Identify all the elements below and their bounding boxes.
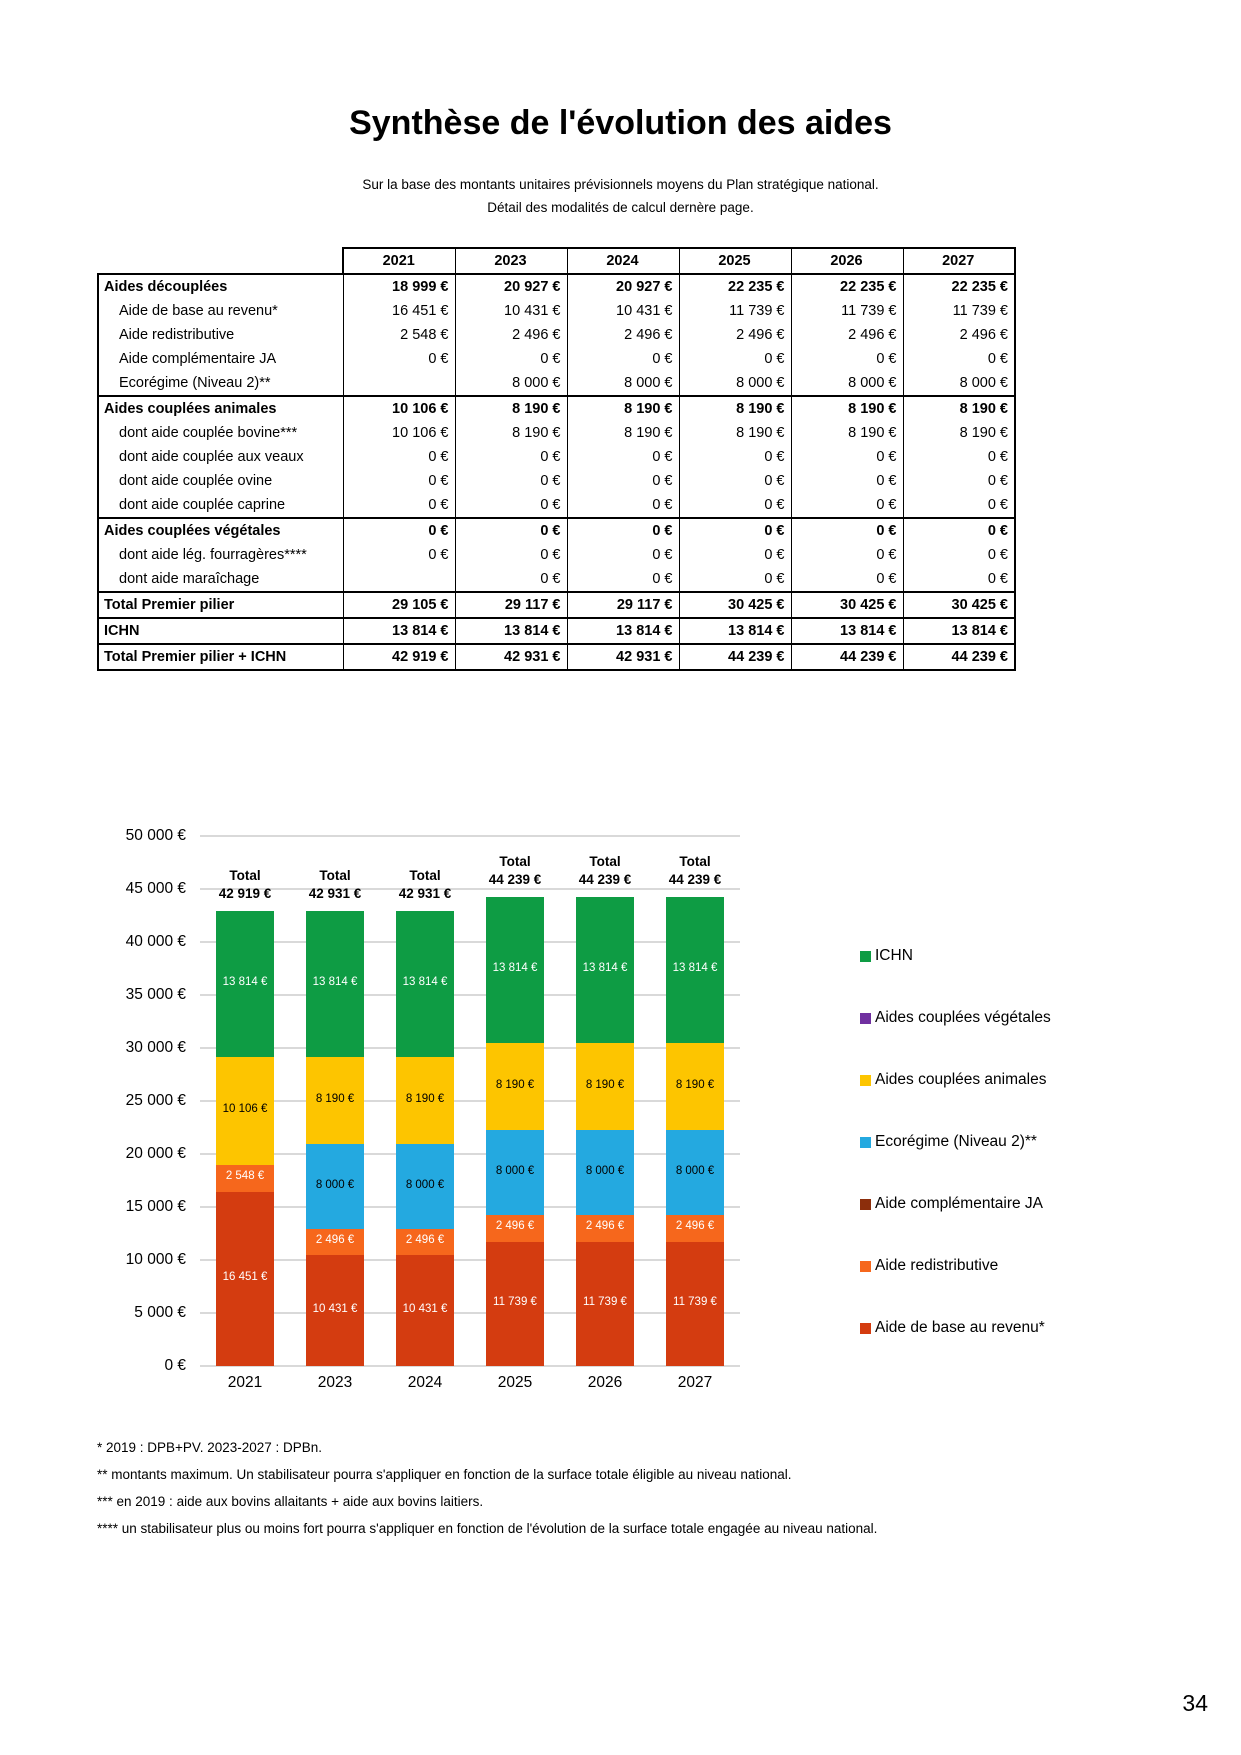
table-row bbox=[98, 299, 1015, 323]
table-row bbox=[98, 493, 1015, 518]
value-cell: 0 € bbox=[791, 445, 903, 469]
legend-label: Ecorégime (Niveau 2)** bbox=[875, 1133, 1037, 1150]
row-label-cell: dont aide lég. fourragères**** bbox=[98, 543, 343, 567]
segment-value-label: 10 431 € bbox=[402, 1302, 448, 1315]
aid-table bbox=[97, 247, 1016, 671]
value-cell: 0 € bbox=[343, 543, 455, 567]
table-row bbox=[98, 421, 1015, 445]
value-cell: 0 € bbox=[903, 567, 1015, 592]
value-cell: 11 739 € bbox=[791, 299, 903, 323]
y-axis-tick-label: 50 000 € bbox=[125, 827, 186, 844]
row-label-cell: ICHN bbox=[98, 618, 343, 644]
segment-value-label: 13 814 € bbox=[222, 976, 268, 989]
legend-swatch bbox=[860, 951, 871, 962]
value-cell: 0 € bbox=[455, 543, 567, 567]
table-row bbox=[98, 543, 1015, 567]
legend-swatch bbox=[860, 1013, 871, 1024]
segment-value-label: 8 190 € bbox=[315, 1092, 355, 1105]
row-label-cell: dont aide couplée bovine*** bbox=[98, 421, 343, 445]
row-label-cell: Total Premier pilier + ICHN bbox=[98, 644, 343, 670]
stacked-bar-chart bbox=[0, 820, 1241, 1400]
value-cell: 0 € bbox=[791, 493, 903, 518]
value-cell: 42 919 € bbox=[343, 644, 455, 670]
value-cell: 42 931 € bbox=[455, 644, 567, 670]
row-label-cell: dont aide couplée ovine bbox=[98, 469, 343, 493]
row-label-cell: Aides découplées bbox=[98, 274, 343, 299]
row-label-cell: Aide complémentaire JA bbox=[98, 347, 343, 371]
value-cell: 0 € bbox=[791, 543, 903, 567]
footnote-line: * 2019 : DPB+PV. 2023-2027 : DPBn. bbox=[97, 1440, 323, 1455]
value-cell: 0 € bbox=[455, 445, 567, 469]
value-cell bbox=[343, 371, 455, 396]
value-cell: 0 € bbox=[343, 469, 455, 493]
value-cell: 8 190 € bbox=[791, 421, 903, 445]
page-title: Synthèse de l'évolution des aides bbox=[349, 104, 892, 142]
value-cell: 20 927 € bbox=[567, 274, 679, 299]
row-label-cell: Aide de base au revenu* bbox=[98, 299, 343, 323]
gridline bbox=[200, 941, 740, 943]
value-cell: 8 190 € bbox=[567, 421, 679, 445]
segment-value-label: 13 814 € bbox=[582, 962, 628, 975]
legend-label: Aide complémentaire JA bbox=[875, 1195, 1043, 1212]
value-cell: 0 € bbox=[455, 347, 567, 371]
y-axis-tick-label: 5 000 € bbox=[134, 1304, 186, 1321]
row-label-cell: Aide redistributive bbox=[98, 323, 343, 347]
y-axis-tick-label: 45 000 € bbox=[125, 880, 186, 897]
table-row bbox=[98, 323, 1015, 347]
table-header-cell: 2027 bbox=[903, 248, 1015, 274]
table-row bbox=[98, 445, 1015, 469]
y-axis-tick-label: 20 000 € bbox=[125, 1145, 186, 1162]
segment-value-label: 2 496 € bbox=[315, 1234, 355, 1247]
table-row bbox=[98, 618, 1015, 644]
y-axis-tick-label: 30 000 € bbox=[125, 1039, 186, 1056]
value-cell: 0 € bbox=[903, 543, 1015, 567]
value-cell: 8 190 € bbox=[903, 396, 1015, 421]
value-cell: 8 190 € bbox=[679, 421, 791, 445]
gridline bbox=[200, 835, 740, 837]
gridline bbox=[200, 994, 740, 996]
segment-value-label: 13 814 € bbox=[402, 976, 448, 989]
row-label-cell: dont aide maraîchage bbox=[98, 567, 343, 592]
value-cell: 20 927 € bbox=[455, 274, 567, 299]
value-cell: 0 € bbox=[567, 543, 679, 567]
table-header-cell: 2025 bbox=[679, 248, 791, 274]
footnote-line: ** montants maximum. Un stabilisateur pourra s'appliquer en fonction de la surface totale éligible au niveau national. bbox=[97, 1467, 792, 1482]
value-cell: 0 € bbox=[791, 469, 903, 493]
segment-value-label: 2 496 € bbox=[675, 1220, 715, 1233]
value-cell: 8 000 € bbox=[567, 371, 679, 396]
y-axis-tick-label: 35 000 € bbox=[125, 986, 186, 1003]
legend-label: Aide redistributive bbox=[875, 1257, 999, 1274]
bar-total-label: Total 44 239 € bbox=[578, 854, 632, 888]
table-corner-cell bbox=[98, 248, 343, 274]
segment-value-label: 10 106 € bbox=[222, 1103, 268, 1116]
bar-total-label: Total 42 931 € bbox=[308, 867, 362, 901]
segment-value-label: 10 431 € bbox=[312, 1302, 358, 1315]
value-cell: 0 € bbox=[567, 445, 679, 469]
value-cell: 0 € bbox=[903, 469, 1015, 493]
bar-total-label: Total 44 239 € bbox=[668, 854, 722, 888]
segment-value-label: 2 548 € bbox=[225, 1170, 265, 1183]
segment-value-label: 8 000 € bbox=[585, 1164, 625, 1177]
bar-total-label: Total 42 919 € bbox=[218, 868, 272, 902]
page-subtitle-line1: Sur la base des montants unitaires prévisionnels moyens du Plan stratégique national. bbox=[362, 177, 879, 192]
value-cell: 0 € bbox=[679, 347, 791, 371]
value-cell: 0 € bbox=[679, 518, 791, 543]
value-cell: 0 € bbox=[343, 518, 455, 543]
footnote-line: *** en 2019 : aide aux bovins allaitants + aide aux bovins laitiers. bbox=[97, 1494, 484, 1509]
value-cell: 13 814 € bbox=[343, 618, 455, 644]
x-axis-category-label: 2021 bbox=[227, 1374, 263, 1391]
value-cell: 0 € bbox=[903, 347, 1015, 371]
value-cell: 0 € bbox=[343, 445, 455, 469]
value-cell: 44 239 € bbox=[903, 644, 1015, 670]
value-cell: 0 € bbox=[567, 347, 679, 371]
value-cell: 30 425 € bbox=[903, 592, 1015, 618]
segment-value-label: 13 814 € bbox=[492, 962, 538, 975]
value-cell: 16 451 € bbox=[343, 299, 455, 323]
value-cell: 10 431 € bbox=[567, 299, 679, 323]
x-axis-category-label: 2024 bbox=[407, 1374, 443, 1391]
legend-swatch bbox=[860, 1261, 871, 1272]
legend-item bbox=[860, 1195, 1190, 1217]
value-cell: 8 190 € bbox=[679, 396, 791, 421]
value-cell: 2 496 € bbox=[455, 323, 567, 347]
legend-label: ICHN bbox=[875, 947, 913, 964]
value-cell: 8 000 € bbox=[679, 371, 791, 396]
value-cell: 0 € bbox=[567, 567, 679, 592]
row-label-cell: Total Premier pilier bbox=[98, 592, 343, 618]
legend-label: Aides couplées végétales bbox=[875, 1009, 1051, 1026]
y-axis-tick-label: 0 € bbox=[164, 1357, 186, 1374]
value-cell: 0 € bbox=[455, 493, 567, 518]
value-cell: 13 814 € bbox=[567, 618, 679, 644]
legend-item bbox=[860, 1133, 1190, 1155]
segment-value-label: 8 190 € bbox=[675, 1078, 715, 1091]
value-cell: 8 190 € bbox=[455, 396, 567, 421]
legend-swatch bbox=[860, 1323, 871, 1334]
value-cell: 44 239 € bbox=[791, 644, 903, 670]
value-cell: 0 € bbox=[455, 518, 567, 543]
value-cell: 8 190 € bbox=[903, 421, 1015, 445]
table-row bbox=[98, 347, 1015, 371]
gridline bbox=[200, 1259, 740, 1261]
table-header-row bbox=[98, 248, 1015, 274]
value-cell: 44 239 € bbox=[679, 644, 791, 670]
table-row bbox=[98, 396, 1015, 421]
table-row bbox=[98, 644, 1015, 670]
value-cell: 0 € bbox=[679, 543, 791, 567]
legend-swatch bbox=[860, 1137, 871, 1148]
value-cell: 30 425 € bbox=[679, 592, 791, 618]
x-axis-category-label: 2026 bbox=[587, 1374, 623, 1391]
table-row bbox=[98, 371, 1015, 396]
value-cell: 0 € bbox=[455, 469, 567, 493]
value-cell: 0 € bbox=[679, 469, 791, 493]
value-cell: 18 999 € bbox=[343, 274, 455, 299]
value-cell: 10 431 € bbox=[455, 299, 567, 323]
legend-item bbox=[860, 1319, 1190, 1341]
table-header-cell: 2023 bbox=[455, 248, 567, 274]
value-cell: 2 496 € bbox=[567, 323, 679, 347]
value-cell: 2 496 € bbox=[679, 323, 791, 347]
page-subtitle-line2: Détail des modalités de calcul dernère page. bbox=[487, 200, 754, 215]
segment-value-label: 2 496 € bbox=[585, 1220, 625, 1233]
value-cell: 22 235 € bbox=[791, 274, 903, 299]
value-cell: 42 931 € bbox=[567, 644, 679, 670]
legend-label: Aide de base au revenu* bbox=[875, 1319, 1045, 1336]
segment-value-label: 13 814 € bbox=[312, 976, 358, 989]
x-axis-category-label: 2023 bbox=[317, 1374, 353, 1391]
legend-item bbox=[860, 1009, 1190, 1031]
legend-label: Aides couplées animales bbox=[875, 1071, 1047, 1088]
value-cell: 8 190 € bbox=[791, 396, 903, 421]
y-axis-tick-label: 25 000 € bbox=[125, 1092, 186, 1109]
value-cell: 30 425 € bbox=[791, 592, 903, 618]
segment-value-label: 8 000 € bbox=[315, 1178, 355, 1191]
value-cell: 0 € bbox=[791, 518, 903, 543]
value-cell: 0 € bbox=[791, 347, 903, 371]
y-axis-tick-label: 10 000 € bbox=[125, 1251, 186, 1268]
legend-item bbox=[860, 1257, 1190, 1279]
value-cell: 13 814 € bbox=[791, 618, 903, 644]
value-cell: 29 117 € bbox=[455, 592, 567, 618]
value-cell: 0 € bbox=[903, 445, 1015, 469]
value-cell: 8 190 € bbox=[455, 421, 567, 445]
y-axis-tick-label: 40 000 € bbox=[125, 933, 186, 950]
x-axis-category-label: 2027 bbox=[677, 1374, 713, 1391]
segment-value-label: 8 000 € bbox=[405, 1178, 445, 1191]
value-cell: 8 000 € bbox=[903, 371, 1015, 396]
table-row bbox=[98, 518, 1015, 543]
table-header-cell: 2021 bbox=[343, 248, 455, 274]
value-cell: 29 117 € bbox=[567, 592, 679, 618]
y-axis-tick-label: 15 000 € bbox=[125, 1198, 186, 1215]
table-header-cell: 2024 bbox=[567, 248, 679, 274]
value-cell: 0 € bbox=[343, 493, 455, 518]
value-cell: 10 106 € bbox=[343, 421, 455, 445]
legend-swatch bbox=[860, 1199, 871, 1210]
table-row bbox=[98, 274, 1015, 299]
value-cell: 2 548 € bbox=[343, 323, 455, 347]
segment-value-label: 8 190 € bbox=[405, 1092, 445, 1105]
value-cell: 22 235 € bbox=[679, 274, 791, 299]
table-row bbox=[98, 469, 1015, 493]
bar-total-label: Total 44 239 € bbox=[488, 854, 542, 888]
row-label-cell: dont aide couplée aux veaux bbox=[98, 445, 343, 469]
segment-value-label: 2 496 € bbox=[495, 1220, 535, 1233]
value-cell: 0 € bbox=[567, 469, 679, 493]
gridline bbox=[200, 1365, 740, 1367]
value-cell: 11 739 € bbox=[903, 299, 1015, 323]
bar-total-label: Total 42 931 € bbox=[398, 867, 452, 901]
value-cell: 8 190 € bbox=[567, 396, 679, 421]
value-cell: 0 € bbox=[903, 493, 1015, 518]
value-cell: 13 814 € bbox=[455, 618, 567, 644]
value-cell: 8 000 € bbox=[791, 371, 903, 396]
page-number: 34 bbox=[1182, 1690, 1208, 1716]
table-row bbox=[98, 592, 1015, 618]
value-cell: 0 € bbox=[679, 493, 791, 518]
segment-value-label: 13 814 € bbox=[672, 962, 718, 975]
value-cell: 2 496 € bbox=[791, 323, 903, 347]
legend-swatch bbox=[860, 1075, 871, 1086]
segment-value-label: 2 496 € bbox=[405, 1234, 445, 1247]
value-cell: 0 € bbox=[567, 493, 679, 518]
value-cell: 13 814 € bbox=[679, 618, 791, 644]
row-label-cell: dont aide couplée caprine bbox=[98, 493, 343, 518]
value-cell: 13 814 € bbox=[903, 618, 1015, 644]
segment-value-label: 8 000 € bbox=[495, 1164, 535, 1177]
value-cell: 29 105 € bbox=[343, 592, 455, 618]
value-cell: 2 496 € bbox=[903, 323, 1015, 347]
legend-item bbox=[860, 947, 1190, 969]
segment-value-label: 8 190 € bbox=[495, 1078, 535, 1091]
segment-value-label: 11 739 € bbox=[583, 1295, 627, 1308]
legend-item bbox=[860, 1071, 1190, 1093]
value-cell: 0 € bbox=[455, 567, 567, 592]
segment-value-label: 16 451 € bbox=[222, 1270, 268, 1283]
segment-value-label: 11 739 € bbox=[493, 1295, 537, 1308]
aid-amounts-table bbox=[97, 247, 1016, 671]
row-label-cell: Aides couplées animales bbox=[98, 396, 343, 421]
value-cell: 0 € bbox=[903, 518, 1015, 543]
value-cell: 11 739 € bbox=[679, 299, 791, 323]
footnote-line: **** un stabilisateur plus ou moins fort pourra s'appliquer en fonction de l'évolution de la surface totale engagée au niveau national. bbox=[97, 1521, 878, 1536]
row-label-cell: Ecorégime (Niveau 2)** bbox=[98, 371, 343, 396]
value-cell: 8 000 € bbox=[455, 371, 567, 396]
value-cell: 0 € bbox=[791, 567, 903, 592]
value-cell: 0 € bbox=[679, 445, 791, 469]
x-axis-category-label: 2025 bbox=[497, 1374, 533, 1391]
value-cell: 22 235 € bbox=[903, 274, 1015, 299]
segment-value-label: 11 739 € bbox=[673, 1295, 717, 1308]
value-cell bbox=[343, 567, 455, 592]
segment-value-label: 8 000 € bbox=[675, 1164, 715, 1177]
value-cell: 0 € bbox=[679, 567, 791, 592]
table-header-cell: 2026 bbox=[791, 248, 903, 274]
value-cell: 0 € bbox=[343, 347, 455, 371]
table-row bbox=[98, 567, 1015, 592]
segment-value-label: 8 190 € bbox=[585, 1078, 625, 1091]
row-label-cell: Aides couplées végétales bbox=[98, 518, 343, 543]
value-cell: 10 106 € bbox=[343, 396, 455, 421]
value-cell: 0 € bbox=[567, 518, 679, 543]
